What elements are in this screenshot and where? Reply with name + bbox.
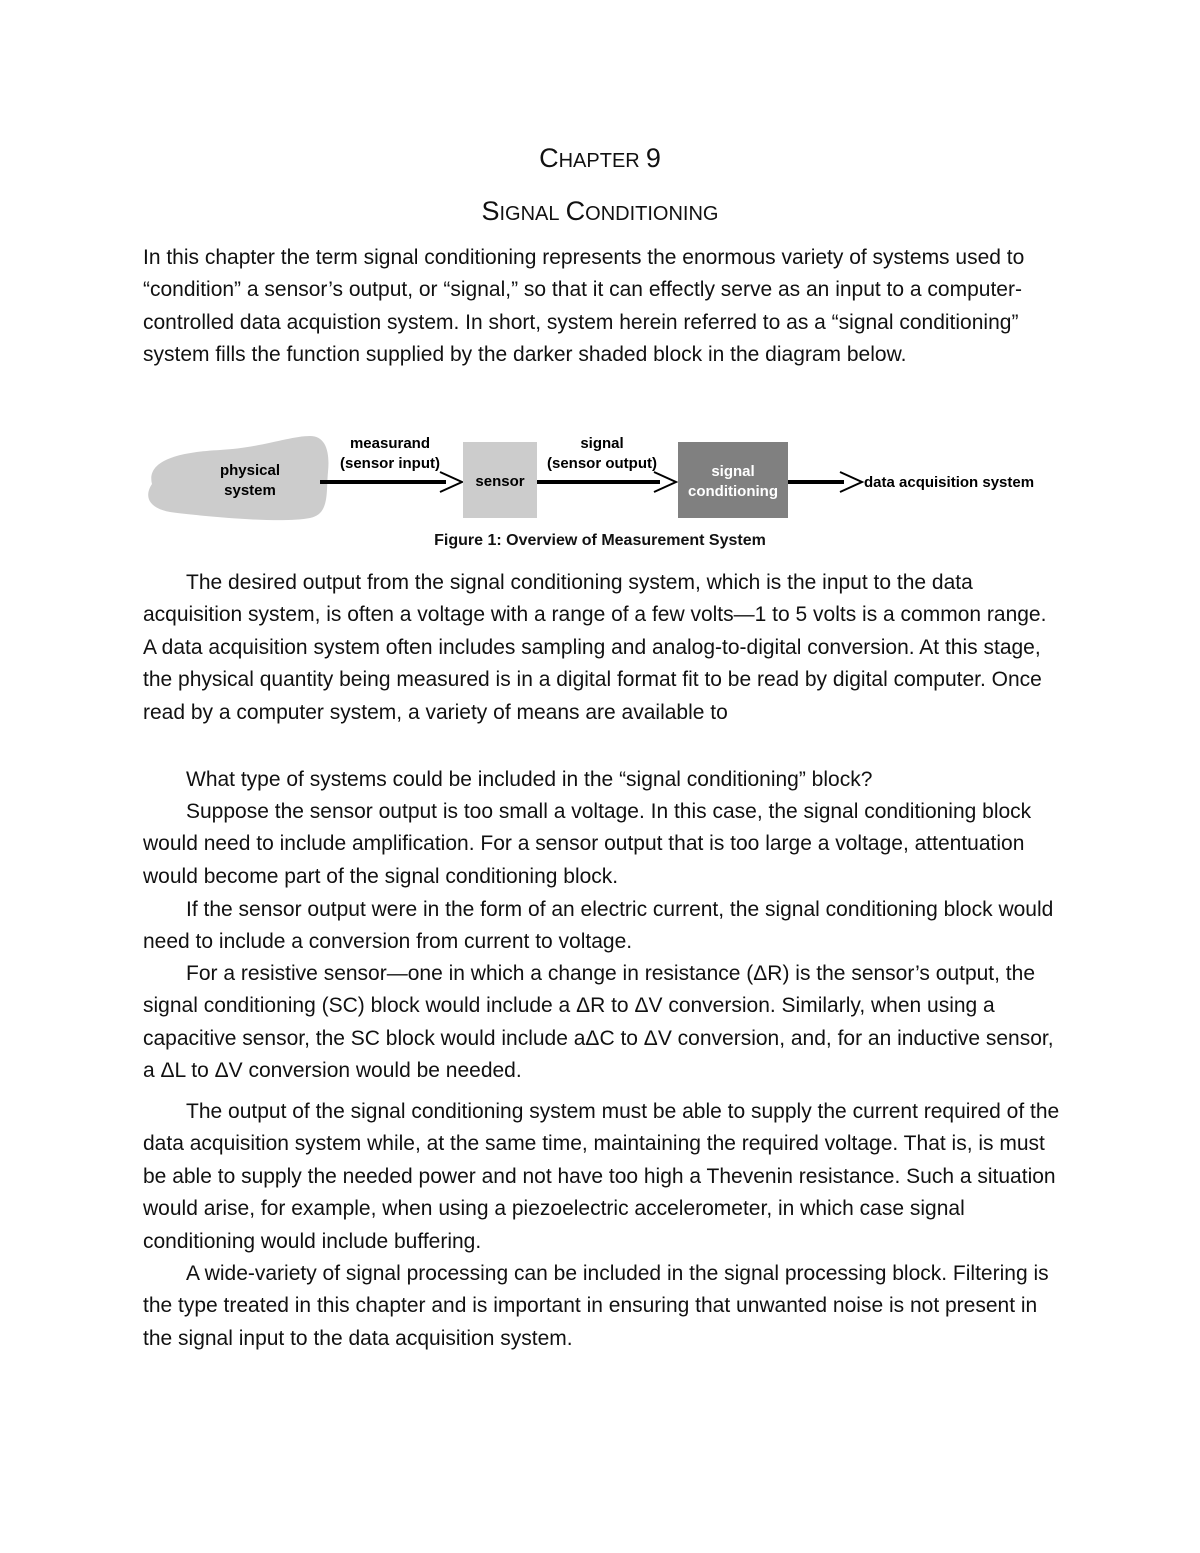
body-paragraph-7: A wide-variety of signal processing can be included in the signal processing block. Filtering is the type treated in this chapter and is important in ensuring that unwanted noise is not present in the signal input to the data acquisition system. xyxy=(143,1262,1049,1350)
chapter-heading-rest: HAPTER xyxy=(558,150,640,172)
measurand-label-1: measurand xyxy=(349,435,431,452)
diagram-svg xyxy=(140,432,1060,528)
body-paragraph-5: For a resistive sensor—one in which a change in resistance (ΔR) is the sensor’s output, the signal conditioning (SC) block would include a ΔR to ΔV conversion. Similarly, when using a capacitive sensor, the SC block would include aΔC to ΔV conversion, and, for an inductive sensor, a ΔL to ΔV conversion would be needed. xyxy=(143,962,1054,1083)
intro-paragraph: In this chapter the term signal conditioning represents the enormous variety of systems used to “condition” a sensor’s output, or “signal,” so that it can effectly serve as an input to a computer-controlled data acquistion system. In short, system herein referred to as a “signal conditioning” system fills the function supplied by the darker shaded block in the diagram below. xyxy=(143,246,1025,367)
body-paragraph-2: What type of systems could be included in the “signal conditioning” block? xyxy=(186,768,873,791)
measurand-label-2: (sensor input) xyxy=(340,455,440,472)
sc-label-1: signal xyxy=(711,463,755,480)
chapter-title-rest-1: IGNAL xyxy=(499,203,560,225)
chapter-heading-initial: C xyxy=(539,143,559,173)
chapter-title-initial-2: C xyxy=(565,196,586,226)
chapter-title xyxy=(0,196,1200,227)
sensor-label: sensor xyxy=(475,473,525,490)
body-paragraph-3: Suppose the sensor output is too small a voltage. In this case, the signal conditioning block would need to include amplification. For a sensor output that is too large a voltage, attentuation would become part of the signal conditioning block. xyxy=(143,800,1032,888)
chapter-number: 9 xyxy=(645,143,661,173)
figure-caption: Figure 1: Overview of Measurement System xyxy=(434,532,766,549)
physical-label-1: physical xyxy=(219,462,281,479)
signal-conditioning-block xyxy=(678,442,788,518)
chapter-title-initial-1: S xyxy=(481,196,500,226)
physical-label-2: system xyxy=(224,482,276,499)
measurement-system-diagram xyxy=(140,432,1060,528)
body-paragraph-4: If the sensor output were in the form of an electric current, the signal conditioning block would need to include a conversion from current to voltage. xyxy=(143,898,1054,954)
signal-label-2: (sensor output) xyxy=(547,455,657,472)
signal-label-1: signal xyxy=(580,435,624,452)
chapter-heading xyxy=(0,143,1200,174)
sc-label-2: conditioning xyxy=(688,483,778,500)
daq-label: data acquisition system xyxy=(864,474,1035,491)
body-paragraph-1: The desired output from the signal conditioning system, which is the input to the data acquisition system, is often a voltage with a range of a few volts—1 to 5 volts is a common range. A data acquisition system often includes sampling and analog-to-digital conversion. At this stage, the physical quantity being measured is in a digital format fit to be read by digital computer. Once read by a computer system, a variety of means are available to xyxy=(143,571,1047,724)
chapter-title-rest-2: ONDITIONING xyxy=(585,203,719,225)
body-paragraph-6: The output of the signal conditioning system must be able to supply the current required of the data acquisition system while, at the same time, maintaining the required voltage. That is, is must be able to supply the needed power and not have too high a Thevenin resistance. Such a situation would arise, for example, when using a piezoelectric accelerometer, in which case signal conditioning would include buffering. xyxy=(143,1100,1060,1253)
